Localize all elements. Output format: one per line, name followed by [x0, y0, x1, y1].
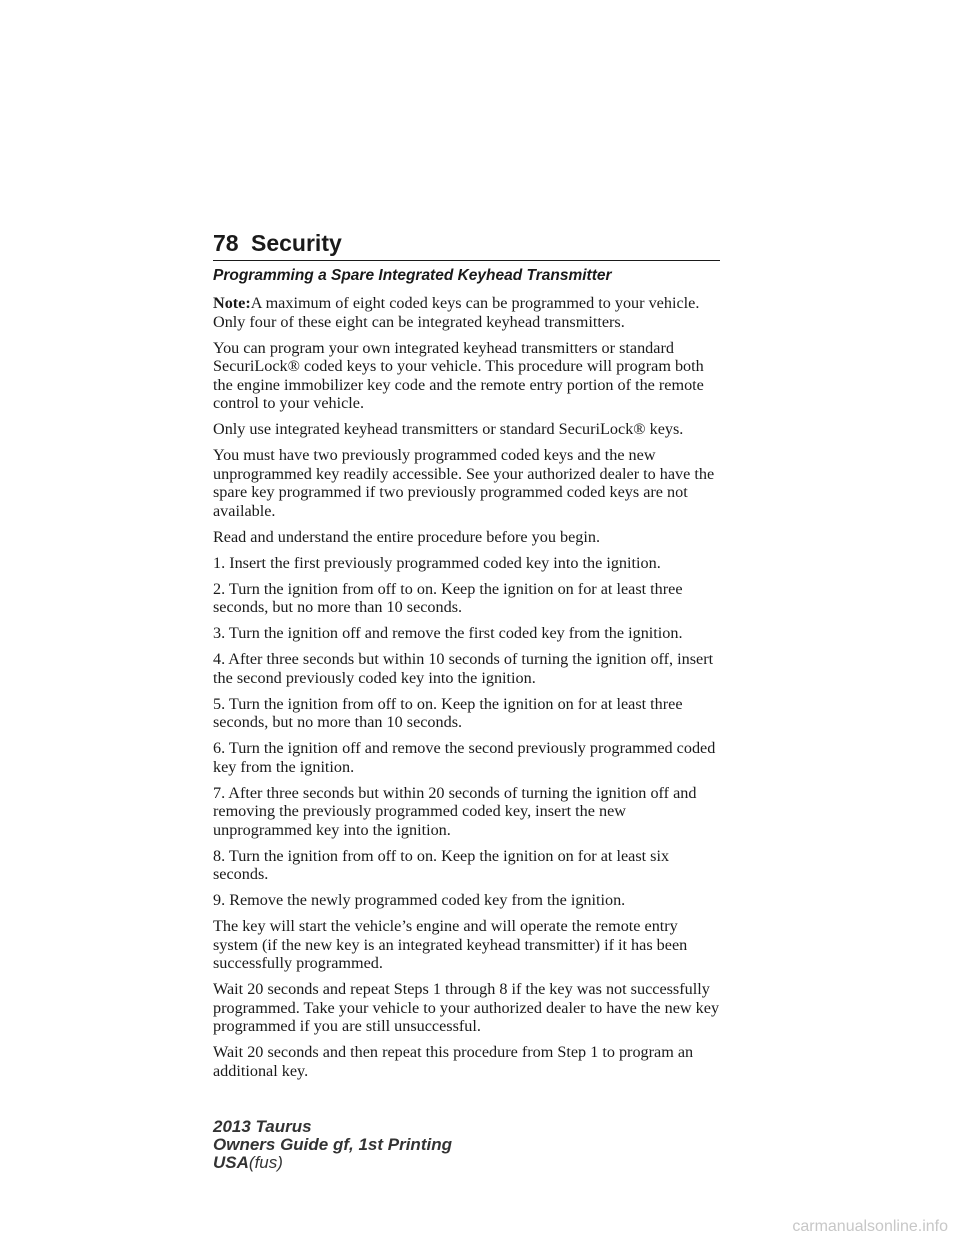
paragraph-requirements: You must have two previously programmed coded keys and the new unprogrammed key readily accessible. See your authorized dealer to have the spare key programmed if two previously programmed coded keys are not available. [213, 446, 715, 520]
step-9: 9. Remove the newly programmed coded key from the ignition. [213, 891, 626, 909]
footer-region [213, 1154, 452, 1172]
footer-model: 2013 Taurus [213, 1117, 312, 1136]
paragraph-key-types: Only use integrated keyhead transmitters or standard SecuriLock® keys. [213, 420, 684, 438]
section-title: Security [251, 230, 342, 256]
step-8: 8. Turn the ignition from off to on. Keep the ignition on for at least six seconds. [213, 846, 670, 883]
paragraph-additional-key: Wait 20 seconds and then repeat this procedure from Step 1 to program an additional key. [213, 1043, 694, 1080]
note-text: A maximum of eight coded keys can be programmed to your vehicle. Only four of these eight can be integrated keyhead transmitters. [213, 294, 700, 331]
note-paragraph [213, 294, 723, 331]
step-3: 3. Turn the ignition off and remove the first coded key from the ignition. [213, 624, 683, 642]
paragraph-intro: You can program your own integrated keyhead transmitters or standard SecuriLock® coded keys to your vehicle. This procedure will program both the engine immobilizer key code and the remote entry portion of the remote control to your vehicle. [213, 338, 704, 412]
paragraph-read-first: Read and understand the entire procedure before you begin. [213, 527, 600, 546]
page-content [213, 266, 723, 1088]
step-2: 2. Turn the ignition from off to on. Keep the ignition on for at least three seconds, but no more than 10 seconds. [213, 579, 683, 616]
step-6: 6. Turn the ignition off and remove the second previously programmed coded key from the ignition. [213, 739, 716, 776]
step-7: 7. After three seconds but within 20 seconds of turning the ignition off and removing the previously programmed coded key, insert the new unprogrammed key into the ignition. [213, 783, 697, 839]
paragraph-retry: Wait 20 seconds and repeat Steps 1 through 8 if the key was not successfully programmed. Take your vehicle to your authorized dealer to have the new key programmed if you are still unsuccessful. [213, 980, 720, 1035]
step-4: 4. After three seconds but within 10 seconds of turning the ignition off, insert the second previously coded key into the ignition. [213, 650, 714, 687]
paragraph-result: The key will start the vehicle’s engine and will operate the remote entry system (if the new key is an integrated keyhead transmitter) if it has been successfully programmed. [213, 917, 688, 972]
page-footer [213, 1118, 452, 1172]
watermark: carmanualsonline.info [792, 1218, 948, 1235]
section-heading: Programming a Spare Integrated Keyhead Transmitter [213, 267, 612, 284]
step-1: 1. Insert the first previously programmed coded key into the ignition. [213, 553, 661, 572]
page-header [213, 228, 720, 261]
step-5: 5. Turn the ignition from off to on. Keep the ignition on for at least three seconds, but no more than 10 seconds. [213, 694, 683, 731]
footer-region-code: (fus) [248, 1153, 283, 1172]
footer-region-main: USA [213, 1153, 249, 1172]
footer-guide: Owners Guide gf, 1st Printing [213, 1135, 452, 1154]
note-label: Note: [213, 294, 251, 312]
page-number: 78 [213, 230, 239, 256]
